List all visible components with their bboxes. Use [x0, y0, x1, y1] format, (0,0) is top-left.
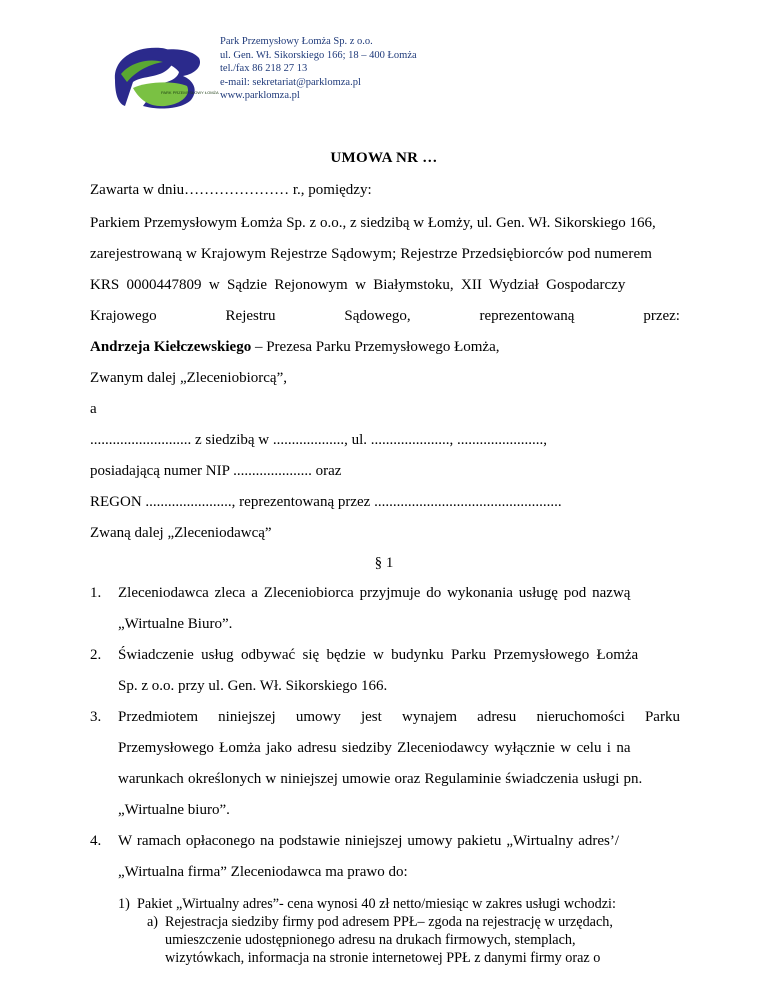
called-contractor: Zwanym dalej „Zleceniobiorcą”, — [90, 370, 287, 386]
word: reprezentowaną — [479, 308, 575, 324]
company-logo — [103, 40, 219, 112]
word: Sądowego, — [344, 308, 411, 324]
party1-line-4 — [90, 308, 680, 325]
point-2-number: 2. — [90, 647, 102, 663]
company-name: Park Przemysłowy Łomża Sp. z o.o. — [220, 36, 373, 47]
word: nieruchomości — [536, 709, 625, 725]
point-1-number: 1. — [90, 585, 102, 601]
representative-name: Andrzeja Kiełczewskiego — [90, 339, 252, 355]
package-1-text: Pakiet „Wirtualny adres”- cena wynosi 40 zł netto/miesiąc w zakres usługi wchodzi: — [137, 896, 616, 912]
company-address: ul. Gen. Wł. Sikorskiego 166; 18 – 400 Łomża — [220, 49, 417, 61]
item-a-line-1: Rejestracja siedziby firmy pod adresem PPŁ– zgoda na rejestrację w urzędach, — [165, 914, 613, 930]
document-title: UMOWA NR … — [330, 150, 438, 166]
point-3-line-1 — [118, 709, 680, 726]
called-client: Zwaną dalej „Zleceniodawcą” — [90, 525, 272, 541]
party2-line-1: ........................... z siedzibą w ..................., ul. ....................., ......................., — [90, 432, 548, 448]
party1-line-3: KRS 0000447809 w Sądzie Rejonowym w Białymstoku, XII Wydział Gospodarczy — [90, 277, 626, 293]
word: Krajowego — [90, 308, 157, 324]
concluded-line: Zawarta w dniu………………… r., pomiędzy: — [90, 182, 372, 198]
company-website: www.parklomza.pl — [220, 90, 300, 102]
party1-line-2: zarejestrowaną w Krajowym Rejestrze Sądowym; Rejestrze Przedsiębiorców pod numerem — [90, 246, 653, 262]
word: niniejszej — [218, 709, 276, 725]
logo-text: PARK PRZEMYSŁOWY ŁOMŻA — [161, 90, 219, 95]
party2-line-2: posiadającą numer NIP ..................... oraz — [90, 463, 342, 479]
word: adresu — [477, 709, 517, 725]
package-1-number: 1) — [118, 896, 130, 912]
point-4-line-2: „Wirtualna firma” Zleceniodawca ma prawo do: — [118, 864, 408, 880]
word: przez: — [643, 308, 680, 324]
party2-line-3: REGON ......................., reprezentowaną przez .................................................. — [90, 494, 562, 510]
item-a-line-3: wizytówkach, informacja na stronie internetowej PPŁ z danymi firmy oraz o — [165, 950, 601, 966]
word: umowy — [295, 709, 341, 725]
word: Rejestru — [225, 308, 276, 324]
company-header — [220, 35, 417, 103]
point-2-line-1: Świadczenie usług odbywać się będzie w budynku Parku Przemysłowego Łomża — [118, 647, 639, 663]
word: Parku — [644, 709, 680, 725]
point-3-number: 3. — [90, 709, 102, 725]
point-2-line-2: Sp. z o.o. przy ul. Gen. Wł. Sikorskiego 166. — [118, 678, 388, 694]
point-4-line-1: W ramach opłaconego na podstawie niniejszej umowy pakietu „Wirtualny adres’/ — [118, 833, 620, 849]
point-3-line-2: Przemysłowego Łomża jako adresu siedziby Zleceniodawcy wyłącznie w celu i na — [118, 740, 631, 756]
representative-role: – Prezesa Parku Przemysłowego Łomża, — [251, 339, 500, 355]
section-heading: § 1 — [374, 555, 394, 571]
party1-line-1: Parkiem Przemysłowym Łomża Sp. z o.o., z siedzibą w Łomży, ul. Gen. Wł. Sikorskiego 166, — [90, 215, 656, 231]
and-word: a — [90, 401, 97, 417]
item-a-letter: a) — [147, 914, 159, 930]
point-3-line-3: warunkach określonych w niniejszej umowie oraz Regulaminie świadczenia usługi pn. — [118, 771, 643, 787]
company-phone: tel./fax 86 218 27 13 — [220, 63, 308, 75]
point-4-number: 4. — [90, 833, 102, 849]
point-1-line-2: „Wirtualne Biuro”. — [118, 616, 233, 632]
word: wynajem — [402, 709, 457, 725]
representative-line — [90, 339, 499, 356]
company-email: e-mail: sekretariat@parklomza.pl — [220, 76, 361, 88]
point-1-line-1: Zleceniodawca zleca a Zleceniobiorca przyjmuje do wykonania usługę pod nazwą — [118, 585, 631, 601]
word: jest — [360, 709, 382, 725]
item-a-line-2: umieszczenie udostępnionego adresu na drukach firmowych, stemplach, — [165, 932, 576, 948]
word: Przedmiotem — [118, 709, 198, 725]
point-3-line-4: „Wirtualne biuro”. — [118, 802, 230, 818]
